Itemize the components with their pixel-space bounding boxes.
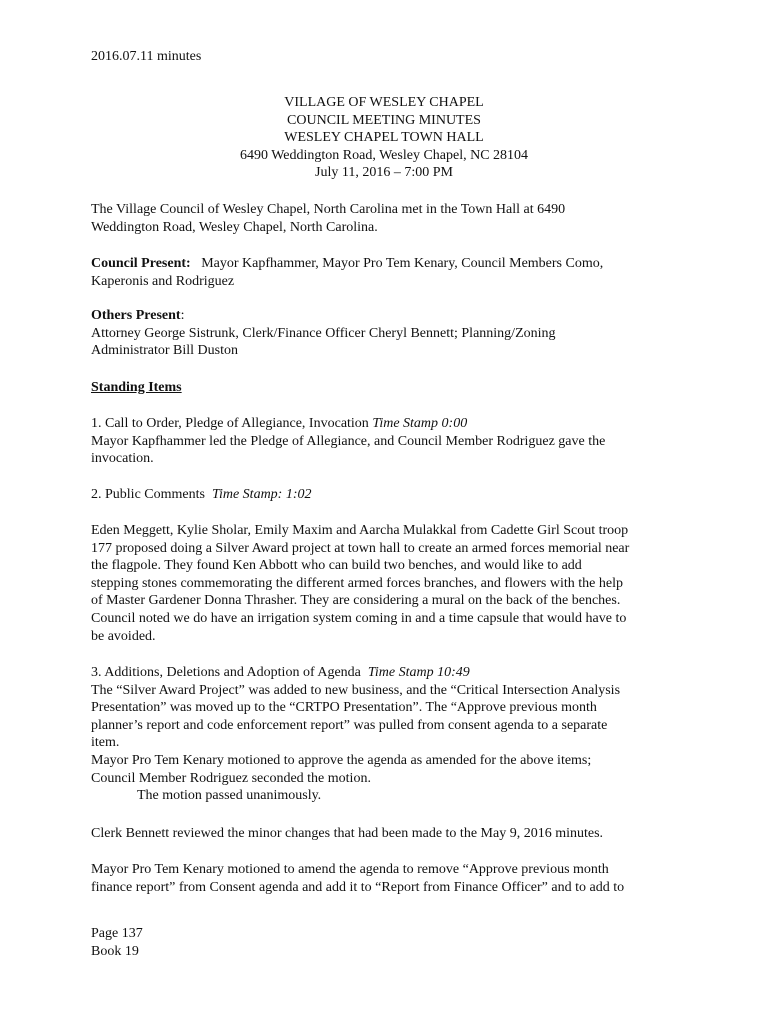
- title-council-meeting: COUNCIL MEETING MINUTES: [287, 112, 481, 128]
- amend-motion-line: finance report” from Consent agenda and add it to “Report from Finance Officer” and to add to: [91, 879, 625, 895]
- title-town-hall: WESLEY CHAPEL TOWN HALL: [284, 130, 484, 146]
- others-present-line: Attorney George Sistrunk, Clerk/Finance Officer Cheryl Bennett; Planning/Zoning: [91, 325, 556, 341]
- item-2-body-line: of Master Gardener Donna Thrasher. They are considering a mural on the back of the benches.: [91, 593, 621, 609]
- footer-book-number: Book 19: [91, 943, 139, 959]
- intro-line: Weddington Road, Wesley Chapel, North Carolina.: [91, 219, 378, 235]
- item-3-body-line: item.: [91, 735, 120, 751]
- item-3-body-line: Mayor Pro Tem Kenary motioned to approve the agenda as amended for the above items;: [91, 752, 592, 768]
- council-present-line: [91, 255, 681, 273]
- others-present-colon: :: [180, 308, 185, 323]
- item-2-body-line: the flagpole. They found Ken Abbott who can build two benches, and would like to add: [91, 558, 582, 574]
- amend-motion-line: Mayor Pro Tem Kenary motioned to amend the agenda to remove “Approve previous month: [91, 862, 609, 877]
- clerk-review-line: Clerk Bennett reviewed the minor changes that had been made to the May 9, 2016 minutes.: [91, 826, 604, 841]
- title-address: 6490 Weddington Road, Wesley Chapel, NC 28104: [239, 147, 529, 163]
- minutes-title-block: [91, 94, 677, 182]
- item-1-section: [91, 415, 681, 468]
- title-date-time: July 11, 2016 – 7:00 PM: [315, 165, 453, 181]
- title-village: VILLAGE OF WESLEY CHAPEL: [284, 95, 484, 110]
- item-1-body-line: Mayor Kapfhammer led the Pledge of Allegiance, and Council Member Rodriguez gave the: [91, 433, 606, 449]
- others-present-heading: [91, 307, 681, 325]
- item-3-title: 3. Additions, Deletions and Adoption of Agenda: [91, 665, 361, 680]
- amend-motion-paragraph: [91, 861, 681, 896]
- item-3-motion-result: The motion passed unanimously.: [137, 788, 322, 804]
- item-1-timestamp: Time Stamp 0:00: [372, 416, 468, 431]
- item-2-body: [91, 522, 681, 645]
- item-2-title: 2. Public Comments: [91, 487, 205, 502]
- others-present-label: Others Present: [91, 308, 181, 323]
- item-3-body-line: Presentation” was moved up to the “CRTPO Presentation”. The “Approve previous month: [91, 700, 597, 716]
- footer-page-number: Page 137: [91, 926, 143, 941]
- standing-items-heading: Standing Items: [91, 380, 182, 395]
- item-2-timestamp: Time Stamp: 1:02: [211, 487, 312, 502]
- item-2-body-line: be avoided.: [91, 628, 156, 644]
- document-file-label: 2016.07.11 minutes: [91, 49, 202, 64]
- others-present-line: Administrator Bill Duston: [91, 343, 238, 359]
- council-present-line: Kaperonis and Rodriguez: [91, 273, 235, 289]
- intro-paragraph: [91, 201, 681, 236]
- item-3-body-line: planner’s report and code enforcement report” was pulled from consent agenda to a separate: [91, 717, 608, 733]
- intro-line: The Village Council of Wesley Chapel, North Carolina met in the Town Hall at 6490: [91, 202, 566, 217]
- item-2-section: [91, 486, 681, 504]
- item-3-section: [91, 664, 681, 805]
- council-present-section: [91, 255, 681, 290]
- council-present-members: Mayor Kapfhammer, Mayor Pro Tem Kenary, Council Members Como,: [201, 256, 604, 271]
- council-present-label: Council Present:: [91, 256, 191, 271]
- standing-items-section: [91, 379, 681, 397]
- others-present-section: [91, 307, 681, 360]
- item-3-body-line: The “Silver Award Project” was added to new business, and the “Critical Intersection Analysis: [91, 682, 621, 698]
- item-2-title-line: [91, 486, 681, 504]
- item-3-timestamp: Time Stamp 10:49: [367, 665, 470, 680]
- page-footer: [91, 925, 143, 960]
- item-2-body-line: Eden Meggett, Kylie Sholar, Emily Maxim and Aarcha Mulakkal from Cadette Girl Scout troop: [91, 523, 629, 538]
- item-1-title: 1. Call to Order, Pledge of Allegiance, Invocation: [91, 416, 369, 431]
- item-1-body-line: invocation.: [91, 451, 154, 467]
- item-2-body-line: 177 proposed doing a Silver Award project at town hall to create an armed forces memorial near: [91, 540, 630, 556]
- item-1-title-line: [91, 415, 681, 433]
- item-2-body-line: stepping stones commemorating the different armed forces branches, and flowers with the help: [91, 575, 623, 591]
- clerk-review-paragraph: [91, 825, 681, 843]
- item-3-title-line: [91, 664, 681, 682]
- item-2-body-line: Council noted we do have an irrigation system coming in and a time capsule that would have to: [91, 610, 627, 626]
- item-3-body-line: Council Member Rodriguez seconded the motion.: [91, 770, 371, 786]
